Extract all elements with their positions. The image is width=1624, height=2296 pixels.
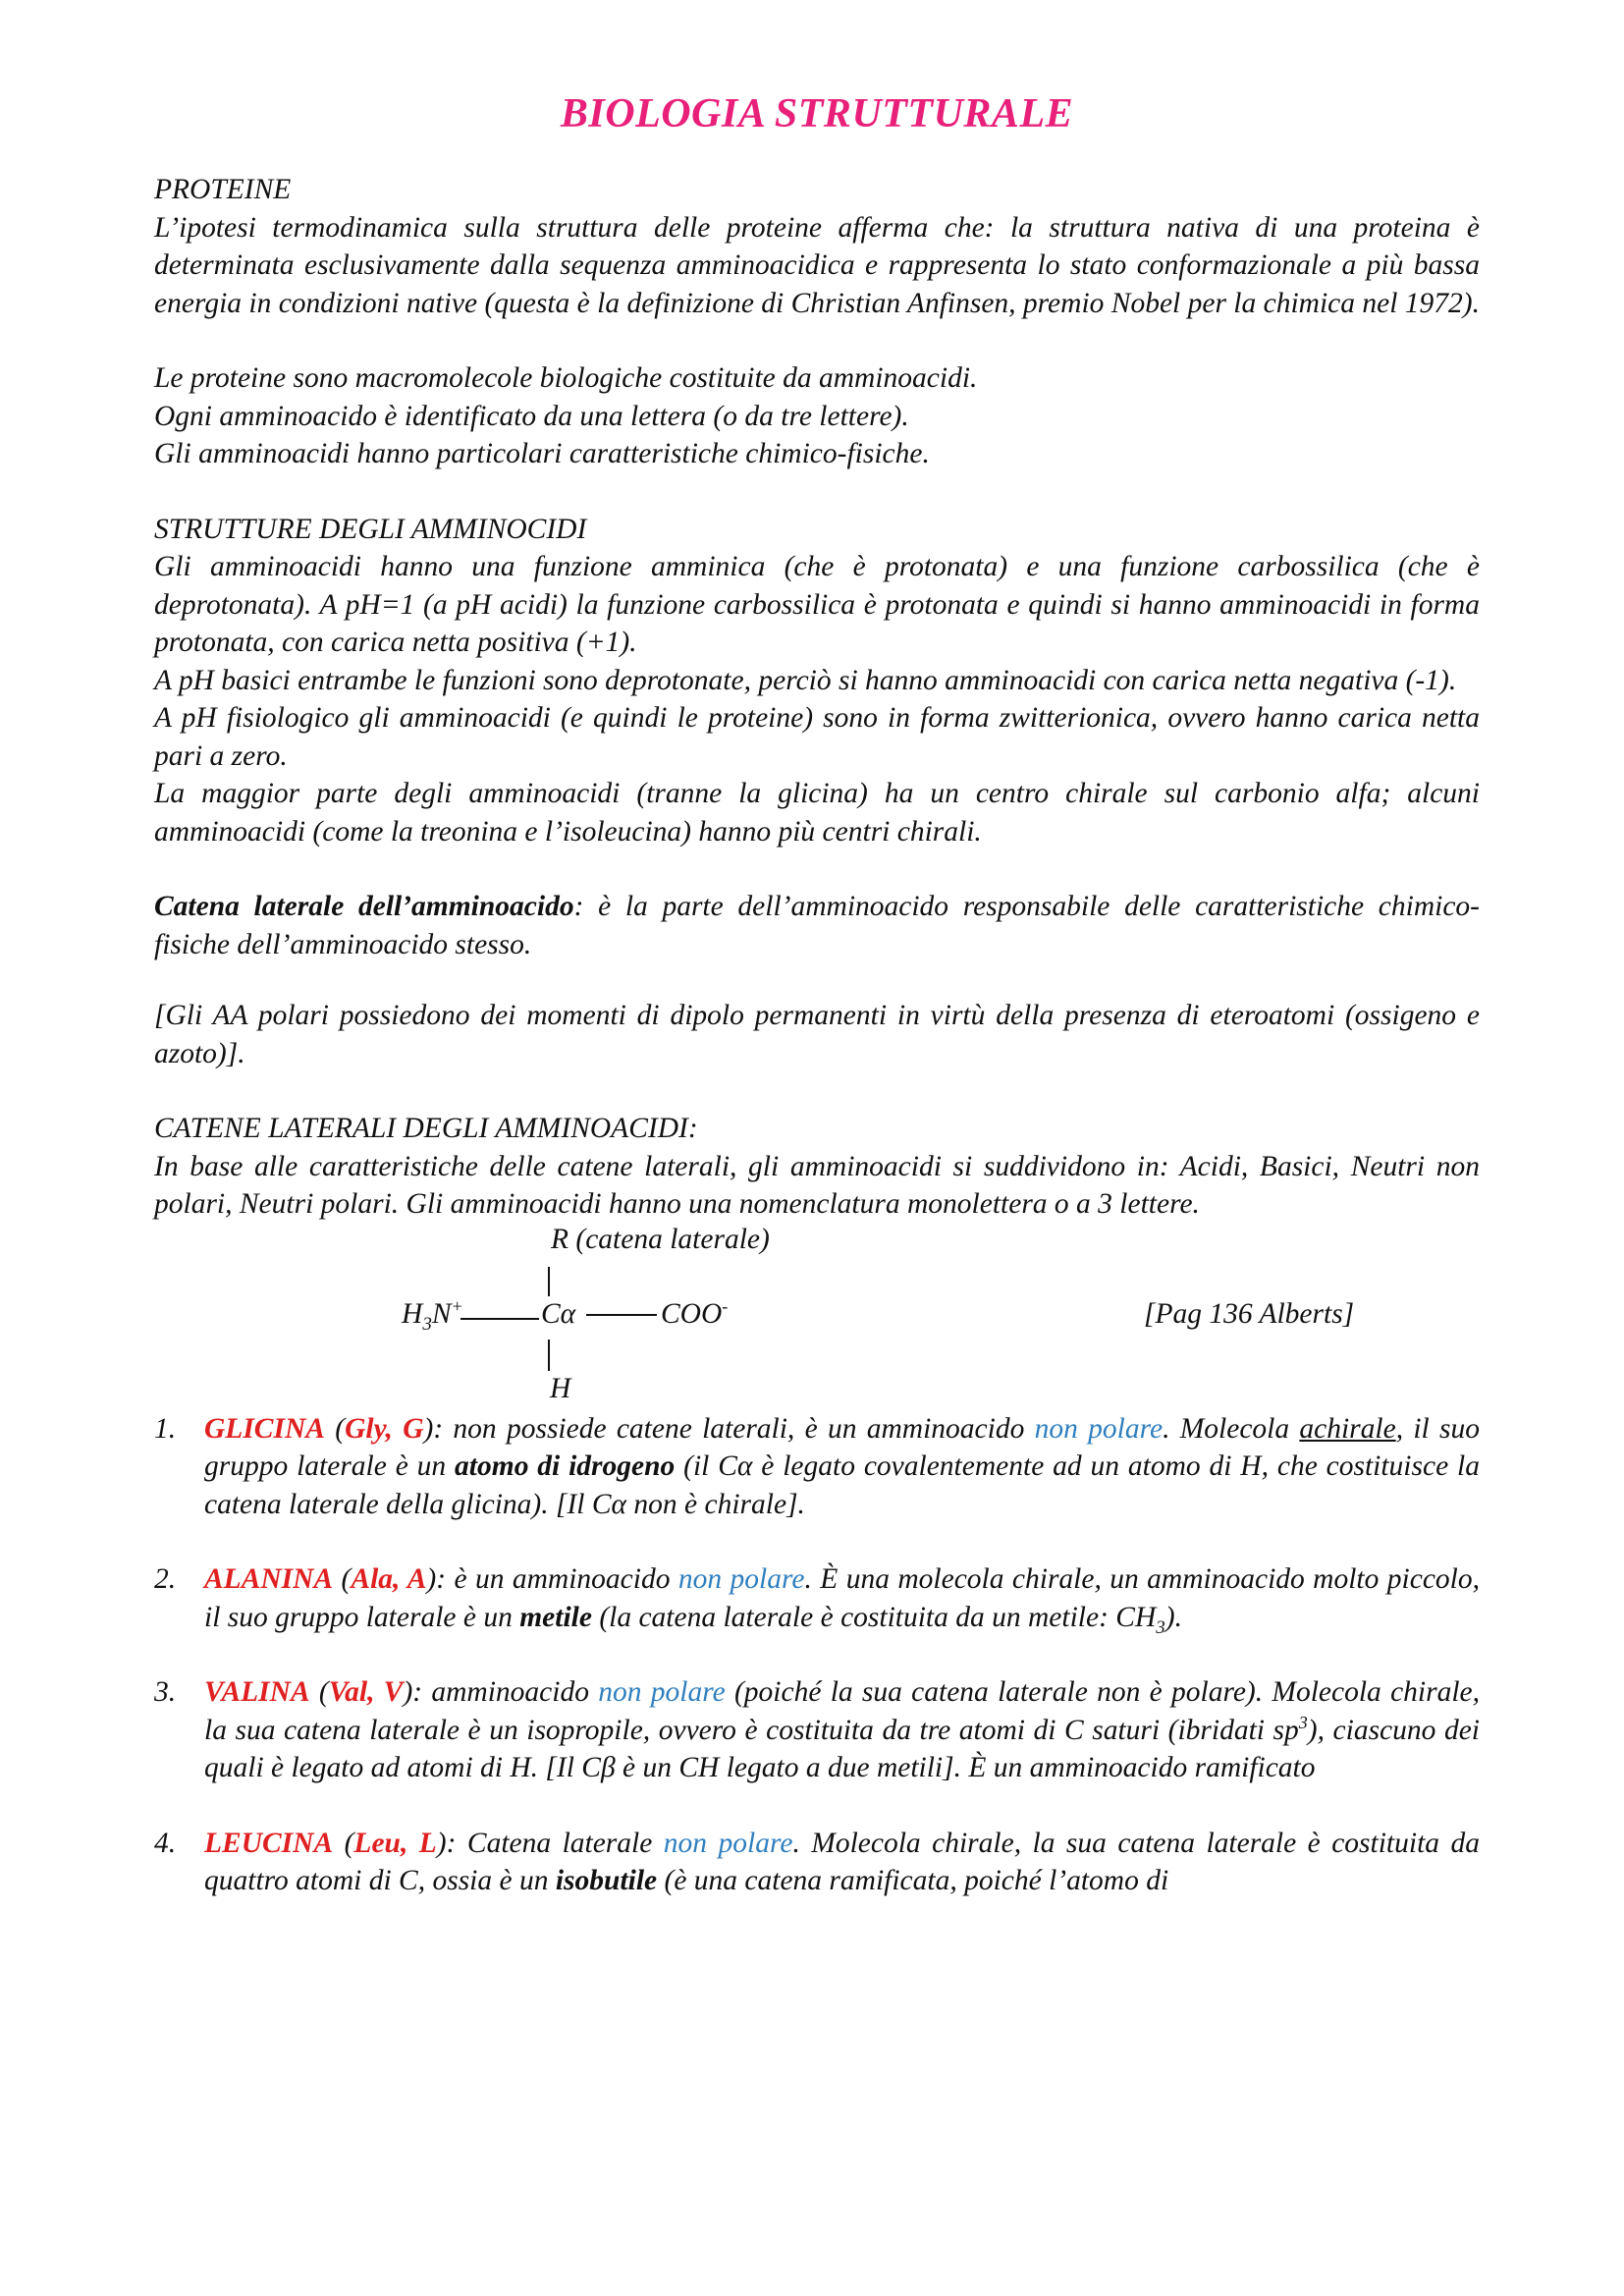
list-item: 2. ALANINA (Ala, A): è un amminoacido non polare. È una molecola chirale, un amminoacido molto piccolo, il suo gruppo laterale è un metile (la catena laterale è costituita da un metile: $CH_3$). (154, 1560, 1480, 1636)
formula-bond (548, 1267, 550, 1296)
list-item: 1. GLICINA (Gly, G): non possiede catene laterali, è un amminoacido non polare. Molecola achirale, il suo gruppo laterale è un atomo di idrogeno (il Cα è legato covalentemente ad un atomo di H, che costituisce la catena laterale della glicina). [Il Cα non è chirale]. (154, 1410, 1480, 1524)
polarity-tag: non polare (1034, 1412, 1164, 1445)
list-number: 3. (154, 1676, 177, 1708)
formula-amino-group: $H_3N^+$ (402, 1295, 463, 1335)
formula-bond (548, 1339, 550, 1371)
list-item: 3. VALINA (Val, V): amminoacido non polare (poiché la sua catena laterale non è polare). Molecola chirale, la sua catena laterale è un isopropile, ovvero è costituita da tre atomi di C saturi (ibridati $sp^3$), ciascuno dei quali è legato ad atomi di H. [Il Cβ è un CH legato a due metili]. È un amminoacido ramificato (154, 1673, 1480, 1787)
formula-carboxyl-group: COO- (661, 1295, 729, 1330)
text-line: Gli amminoacidi hanno particolari caratteristiche chimico-fisiche. (154, 438, 930, 469)
formula-r-group: R (catena laterale) (551, 1223, 770, 1255)
polarity-tag: non polare (677, 1563, 805, 1595)
text-line: Le proteine sono macromolecole biologiche costituite da amminoacidi. (154, 362, 978, 394)
formula-reference: [Pag 136 Alberts] (1144, 1297, 1355, 1330)
formula-alpha-carbon: Cα (541, 1297, 576, 1330)
list-number: 1. (154, 1412, 177, 1445)
aa-name: GLICINA (204, 1412, 325, 1445)
formula-bond (586, 1314, 657, 1316)
paragraph: Gli amminoacidi hanno una funzione amminica (che è protonata) e una funzione carbossilica (che è deprotonata). A pH=1 (a pH acidi) la funzione carbossilica è protonata e quindi si hanno amminoacidi in forma protonata, con carica netta positiva (+1). (154, 551, 1480, 658)
paragraph: In base alle caratteristiche delle catene laterali, gli amminoacidi si suddividono in: Acidi, Basici, Neutri non polari, Neutri polari. Gli amminoacidi hanno una nomenclatura monolettera o a 3 lettere. (154, 1150, 1480, 1220)
paragraph: La maggior parte degli amminoacidi (tranne la glicina) ha un centro chirale sul carbonio alfa; alcuni amminoacidi (come la treonina e l’isoleucina) hanno più centri chirali. (154, 778, 1480, 847)
document-page (154, 90, 1480, 1900)
aa-name: VALINA (204, 1676, 310, 1708)
aa-code: Gly, G (345, 1412, 424, 1445)
section-heading-catene: CATENE LATERALI DEGLI AMMINOACIDI: (154, 1113, 698, 1144)
polarity-tag: non polare (663, 1827, 793, 1859)
list-number: 4. (154, 1827, 177, 1859)
aa-code: Leu, L (353, 1827, 437, 1859)
paragraph-note: [Gli AA polari possiedono dei momenti di dipolo permanenti in virtù della presenza di eteroatomi (ossigeno e azoto)]. (154, 1000, 1480, 1069)
aa-name: ALANINA (204, 1563, 334, 1595)
paragraph: A pH fisiologico gli amminoacidi (e quindi le proteine) sono in forma zwitterionica, ovvero hanno carica netta pari a zero. (154, 702, 1480, 772)
amino-acid-formula (154, 1224, 1480, 1410)
paragraph-anfinsen: L’ipotesi termodinamica sulla struttura delle proteine afferma che: la struttura nativa di una proteina è determinata esclusivamente dalla sequenza amminoacidica e rappresenta lo stato conformazionale a più bassa energia in condizioni native (questa è la definizione di Christian Anfinsen, premio Nobel per la chimica nel 1972). (154, 211, 1480, 319)
formula-bond (460, 1318, 539, 1320)
polarity-tag: non polare (598, 1676, 726, 1708)
definition-text: : è la parte dell’amminoacido responsabile delle caratteristiche chimico-fisiche dell’amminoacido stesso. (154, 891, 1480, 960)
list-number: 2. (154, 1563, 177, 1595)
aa-code: Ala, A (351, 1563, 427, 1595)
section-heading-strutture: STRUTTURE DEGLI AMMINOCIDI (154, 513, 587, 545)
term-catena-laterale: Catena laterale dell’amminoacido (154, 891, 574, 922)
aa-code: Val, V (328, 1676, 404, 1708)
paragraph-catena-laterale (154, 888, 1480, 963)
paragraph: A pH basici entrambe le funzioni sono deprotonate, perciò si hanno amminoacidi con carica netta negativa (-1). (154, 664, 1457, 696)
formula-hydrogen: H (550, 1372, 571, 1404)
section-heading-proteine: PROTEINE (154, 174, 292, 205)
list-item: 4. LEUCINA (Leu, L): Catena laterale non polare. Molecola chirale, la sua catena laterale è costituita da quattro atomi di C, ossia è un isobutile (è una catena ramificata, poiché l’atomo di (154, 1825, 1480, 1900)
text-line: Ogni amminoacido è identificato da una lettera (o da tre lettere). (154, 400, 909, 432)
page-title: BIOLOGIA STRUTTURALE (560, 91, 1074, 137)
aa-name: LEUCINA (204, 1827, 334, 1859)
